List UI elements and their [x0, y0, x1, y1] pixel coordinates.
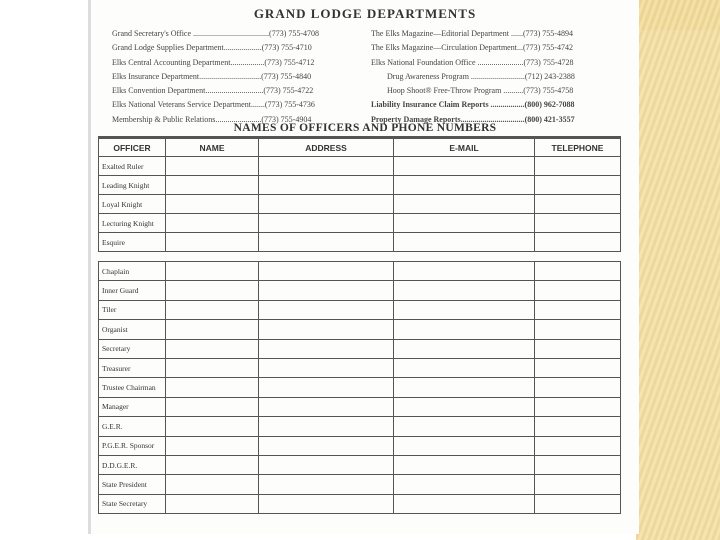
blank-field[interactable]	[166, 176, 259, 195]
left-department-list	[112, 27, 319, 127]
blank-field[interactable]	[166, 455, 259, 474]
officer-label: Secretary	[99, 339, 166, 358]
column-header: OFFICER	[99, 138, 166, 157]
officer-label: Manager	[99, 397, 166, 416]
blank-field[interactable]	[166, 494, 259, 513]
officer-label: P.G.E.R. Sponsor	[99, 436, 166, 455]
table-row	[99, 378, 621, 397]
blank-field[interactable]	[166, 157, 259, 176]
blank-field[interactable]	[535, 475, 621, 494]
blank-field[interactable]	[166, 233, 259, 252]
blank-field[interactable]	[535, 339, 621, 358]
blank-field[interactable]	[259, 214, 394, 233]
blank-field[interactable]	[535, 358, 621, 377]
department-entry: Elks Central Accounting Department.................(773) 755-4712	[112, 57, 315, 67]
blank-field[interactable]	[535, 378, 621, 397]
department-entry: The Elks Magazine—Circulation Department...(773) 755-4742	[371, 43, 573, 53]
column-header: E-MAIL	[394, 138, 535, 157]
officer-label: State President	[99, 475, 166, 494]
blank-field[interactable]	[259, 281, 394, 300]
table-row	[99, 214, 621, 233]
blank-field[interactable]	[394, 436, 535, 455]
blank-field[interactable]	[259, 176, 394, 195]
blank-field[interactable]	[535, 436, 621, 455]
table-row	[99, 195, 621, 214]
blank-field[interactable]	[535, 397, 621, 416]
officer-label: Leading Knight	[99, 176, 166, 195]
blank-field[interactable]	[166, 475, 259, 494]
blank-field[interactable]	[535, 455, 621, 474]
department-entry: Elks Insurance Department...............................(773) 755-4840	[112, 71, 312, 81]
blank-field[interactable]	[259, 397, 394, 416]
blank-field[interactable]	[259, 339, 394, 358]
table-row	[99, 320, 621, 339]
table-row	[99, 262, 621, 281]
blank-field[interactable]	[166, 195, 259, 214]
officer-label: Exalted Ruler	[99, 157, 166, 176]
officer-label: Organist	[99, 320, 166, 339]
table-row	[99, 358, 621, 377]
blank-field[interactable]	[259, 455, 394, 474]
blank-field[interactable]	[166, 214, 259, 233]
table-row	[99, 475, 621, 494]
officer-label: G.E.R.	[99, 417, 166, 436]
blank-field[interactable]	[259, 494, 394, 513]
blank-field[interactable]	[394, 475, 535, 494]
blank-field[interactable]	[166, 378, 259, 397]
blank-field[interactable]	[259, 233, 394, 252]
blank-field[interactable]	[535, 300, 621, 319]
officer-label: D.D.G.E.R.	[99, 455, 166, 474]
column-header: NAME	[166, 138, 259, 157]
officers-table-bottom	[98, 261, 621, 514]
blank-field[interactable]	[535, 494, 621, 513]
blank-field[interactable]	[259, 475, 394, 494]
blank-field[interactable]	[166, 339, 259, 358]
blank-field[interactable]	[394, 358, 535, 377]
department-entry: Elks National Foundation Office .......................(773) 755-4728	[371, 57, 574, 67]
table-row	[99, 281, 621, 300]
department-entry: Elks Convention Department.............................(773) 755-4722	[112, 86, 314, 96]
blank-field[interactable]	[535, 233, 621, 252]
officer-label: Tiler	[99, 300, 166, 319]
blank-field[interactable]	[166, 300, 259, 319]
officer-label: Esquire	[99, 233, 166, 252]
department-entry: Hoop Shoot® Free-Throw Program ..........(773) 755-4758	[387, 86, 574, 96]
right-department-list	[371, 27, 575, 127]
blank-field[interactable]	[259, 417, 394, 436]
officers-title: NAMES OF OFFICERS AND PHONE NUMBERS	[233, 122, 497, 134]
blank-field[interactable]	[259, 157, 394, 176]
blank-field[interactable]	[535, 157, 621, 176]
blank-field[interactable]	[394, 417, 535, 436]
table-row	[99, 436, 621, 455]
blank-field[interactable]	[259, 358, 394, 377]
blank-field[interactable]	[166, 281, 259, 300]
table-row	[99, 494, 621, 513]
table-row	[99, 397, 621, 416]
officer-label: Chaplain	[99, 262, 166, 281]
blank-field[interactable]	[259, 195, 394, 214]
blank-field[interactable]	[166, 436, 259, 455]
blank-field[interactable]	[535, 176, 621, 195]
blank-field[interactable]	[166, 358, 259, 377]
table-row	[99, 339, 621, 358]
blank-field[interactable]	[394, 320, 535, 339]
blank-field[interactable]	[394, 233, 535, 252]
table-row	[99, 157, 621, 176]
slide-decoration	[636, 0, 720, 540]
blank-field[interactable]	[535, 320, 621, 339]
blank-field[interactable]	[166, 262, 259, 281]
blank-field[interactable]	[394, 378, 535, 397]
page-title: GRAND LODGE DEPARTMENTS	[253, 6, 477, 21]
blank-field[interactable]	[535, 214, 621, 233]
department-entry: Liability Insurance Claim Reports .................(800) 962-7088	[371, 100, 575, 110]
blank-field[interactable]	[394, 281, 535, 300]
blank-field[interactable]	[394, 176, 535, 195]
department-entry: Grand Secretary's Office ......................................(773) 755-4708	[112, 29, 320, 38]
officers-table-top	[98, 136, 621, 252]
department-entry: Membership & Public Relations.......................(773) 755-4904	[112, 114, 312, 124]
officer-label: Loyal Knight	[99, 195, 166, 214]
table-row	[99, 455, 621, 474]
blank-field[interactable]	[394, 397, 535, 416]
blank-field[interactable]	[394, 262, 535, 281]
officer-label: Trustee Chairman	[99, 378, 166, 397]
blank-field[interactable]	[259, 320, 394, 339]
officer-label: Lecturing Knight	[99, 214, 166, 233]
table-row	[99, 176, 621, 195]
officer-label: Treasurer	[99, 358, 166, 377]
blank-field[interactable]	[535, 262, 621, 281]
table-row	[99, 233, 621, 252]
officer-label: Inner Guard	[99, 281, 166, 300]
blank-field[interactable]	[166, 397, 259, 416]
table-row	[99, 417, 621, 436]
blank-field[interactable]	[394, 195, 535, 214]
blank-field[interactable]	[259, 378, 394, 397]
blank-field[interactable]	[394, 300, 535, 319]
blank-field[interactable]	[259, 262, 394, 281]
officer-label: State Secretary	[99, 494, 166, 513]
scanned-document	[88, 0, 639, 534]
blank-field[interactable]	[394, 214, 535, 233]
blank-field[interactable]	[535, 281, 621, 300]
blank-field[interactable]	[394, 157, 535, 176]
blank-field[interactable]	[535, 195, 621, 214]
department-entry: Grand Lodge Supplies Department...................(773) 755-4710	[112, 43, 312, 53]
column-header: TELEPHONE	[535, 138, 621, 157]
column-header: ADDRESS	[259, 138, 394, 157]
department-entry: Property Damage Reports................................(800) 421-3557	[371, 114, 575, 124]
department-entry: The Elks Magazine—Editorial Department ......(773) 755-4894	[371, 29, 573, 38]
department-entry: Drug Awareness Program ...........................(712) 243-2388	[387, 71, 575, 81]
blank-field[interactable]	[259, 436, 394, 455]
blank-field[interactable]	[166, 320, 259, 339]
blank-field[interactable]	[394, 455, 535, 474]
blank-field[interactable]	[394, 494, 535, 513]
blank-field[interactable]	[394, 339, 535, 358]
department-entry: Elks National Veterans Service Department.......(773) 755-4736	[112, 100, 315, 110]
blank-field[interactable]	[166, 417, 259, 436]
blank-field[interactable]	[259, 300, 394, 319]
table-row	[99, 300, 621, 319]
blank-field[interactable]	[535, 417, 621, 436]
